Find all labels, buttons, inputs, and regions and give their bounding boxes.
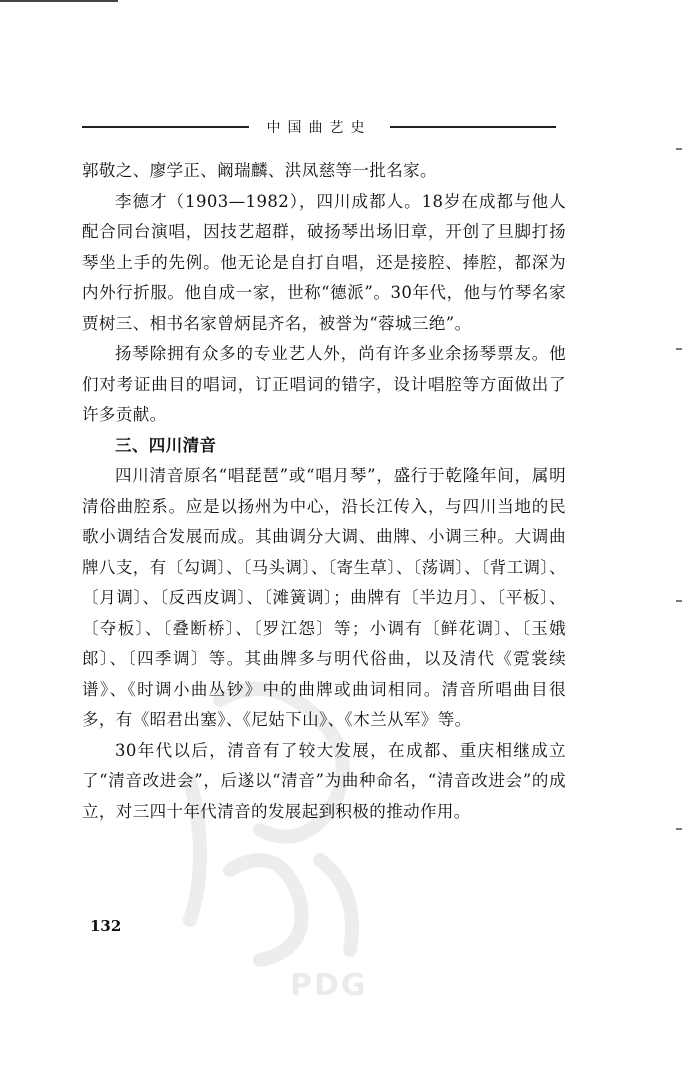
page-number: 132 xyxy=(90,917,122,935)
header-rule-right xyxy=(390,126,557,128)
paragraph-qingyin-origin: 四川清音原名“唱琵琶”或“唱月琴”，盛行于乾隆年间，属明清俗曲腔系。应是以扬州为中心，沿长江传入，与四川当地的民歌小调结合发展而成。其曲调分大调、曲牌、小调三种。大调曲牌八支，有〔勾调〕、〔马头调〕、〔寄生草〕、〔荡调〕、〔背工调〕、〔月调〕、〔反西皮调〕、〔滩簧调〕；曲牌有〔半边月〕、〔平板〕、〔夺板〕、〔叠断桥〕、〔罗江怨〕等；小调有〔鲜花调〕、〔玉娥郎〕、〔四季调〕等。其曲牌多与明代俗曲，以及清代《霓裳续谱》、《时调小曲丛钞》中的曲牌或曲词相同。清音所唱曲目很多，有《昭君出塞》、《尼姑下山》、《木兰从军》等。 xyxy=(82,466,566,729)
paragraph-qingyin-development: 30年代以后，清音有了较大发展，在成都、重庆相继成立了“清音改进会”，后遂以“清音”为曲种命名，“清音改进会”的成立，对三四十年代清音的发展起到积极的推动作用。 xyxy=(82,740,566,821)
paragraph-li-decai: 李德才（1903—1982），四川成都人。18岁在成都与他人配合同台演唱，因技艺超群，破扬琴出场旧章，开创了旦脚打扬琴坐上手的先例。他无论是自打自唱，还是接腔、捧腔，都深为内外行折服。他自成一家，世称“德派”。30年代，他与竹琴名家贾树三、相书名家曾炳昆齐名，被誉为“蓉城三绝”。 xyxy=(82,191,566,333)
margin-mark xyxy=(676,348,682,350)
paragraph-amateurs: 扬琴除拥有众多的专业艺人外，尚有许多业余扬琴票友。他们对考证曲目的唱词，订正唱词的错字，设计唱腔等方面做出了许多贡献。 xyxy=(82,344,566,424)
paragraph-continuation: 郭敬之、廖学正、阚瑞麟、洪凤慈等一批名家。 xyxy=(82,161,437,180)
watermark-pdg: PDG xyxy=(290,968,368,1003)
section-heading: 三、四川清音 xyxy=(115,435,217,455)
margin-mark xyxy=(676,148,682,150)
top-edge-line xyxy=(0,0,118,2)
running-header xyxy=(82,116,556,138)
margin-mark xyxy=(676,828,682,830)
page-body xyxy=(82,156,566,827)
header-title: 中国曲艺史 xyxy=(266,120,372,136)
header-rule-left xyxy=(82,126,249,128)
margin-mark xyxy=(676,600,682,602)
